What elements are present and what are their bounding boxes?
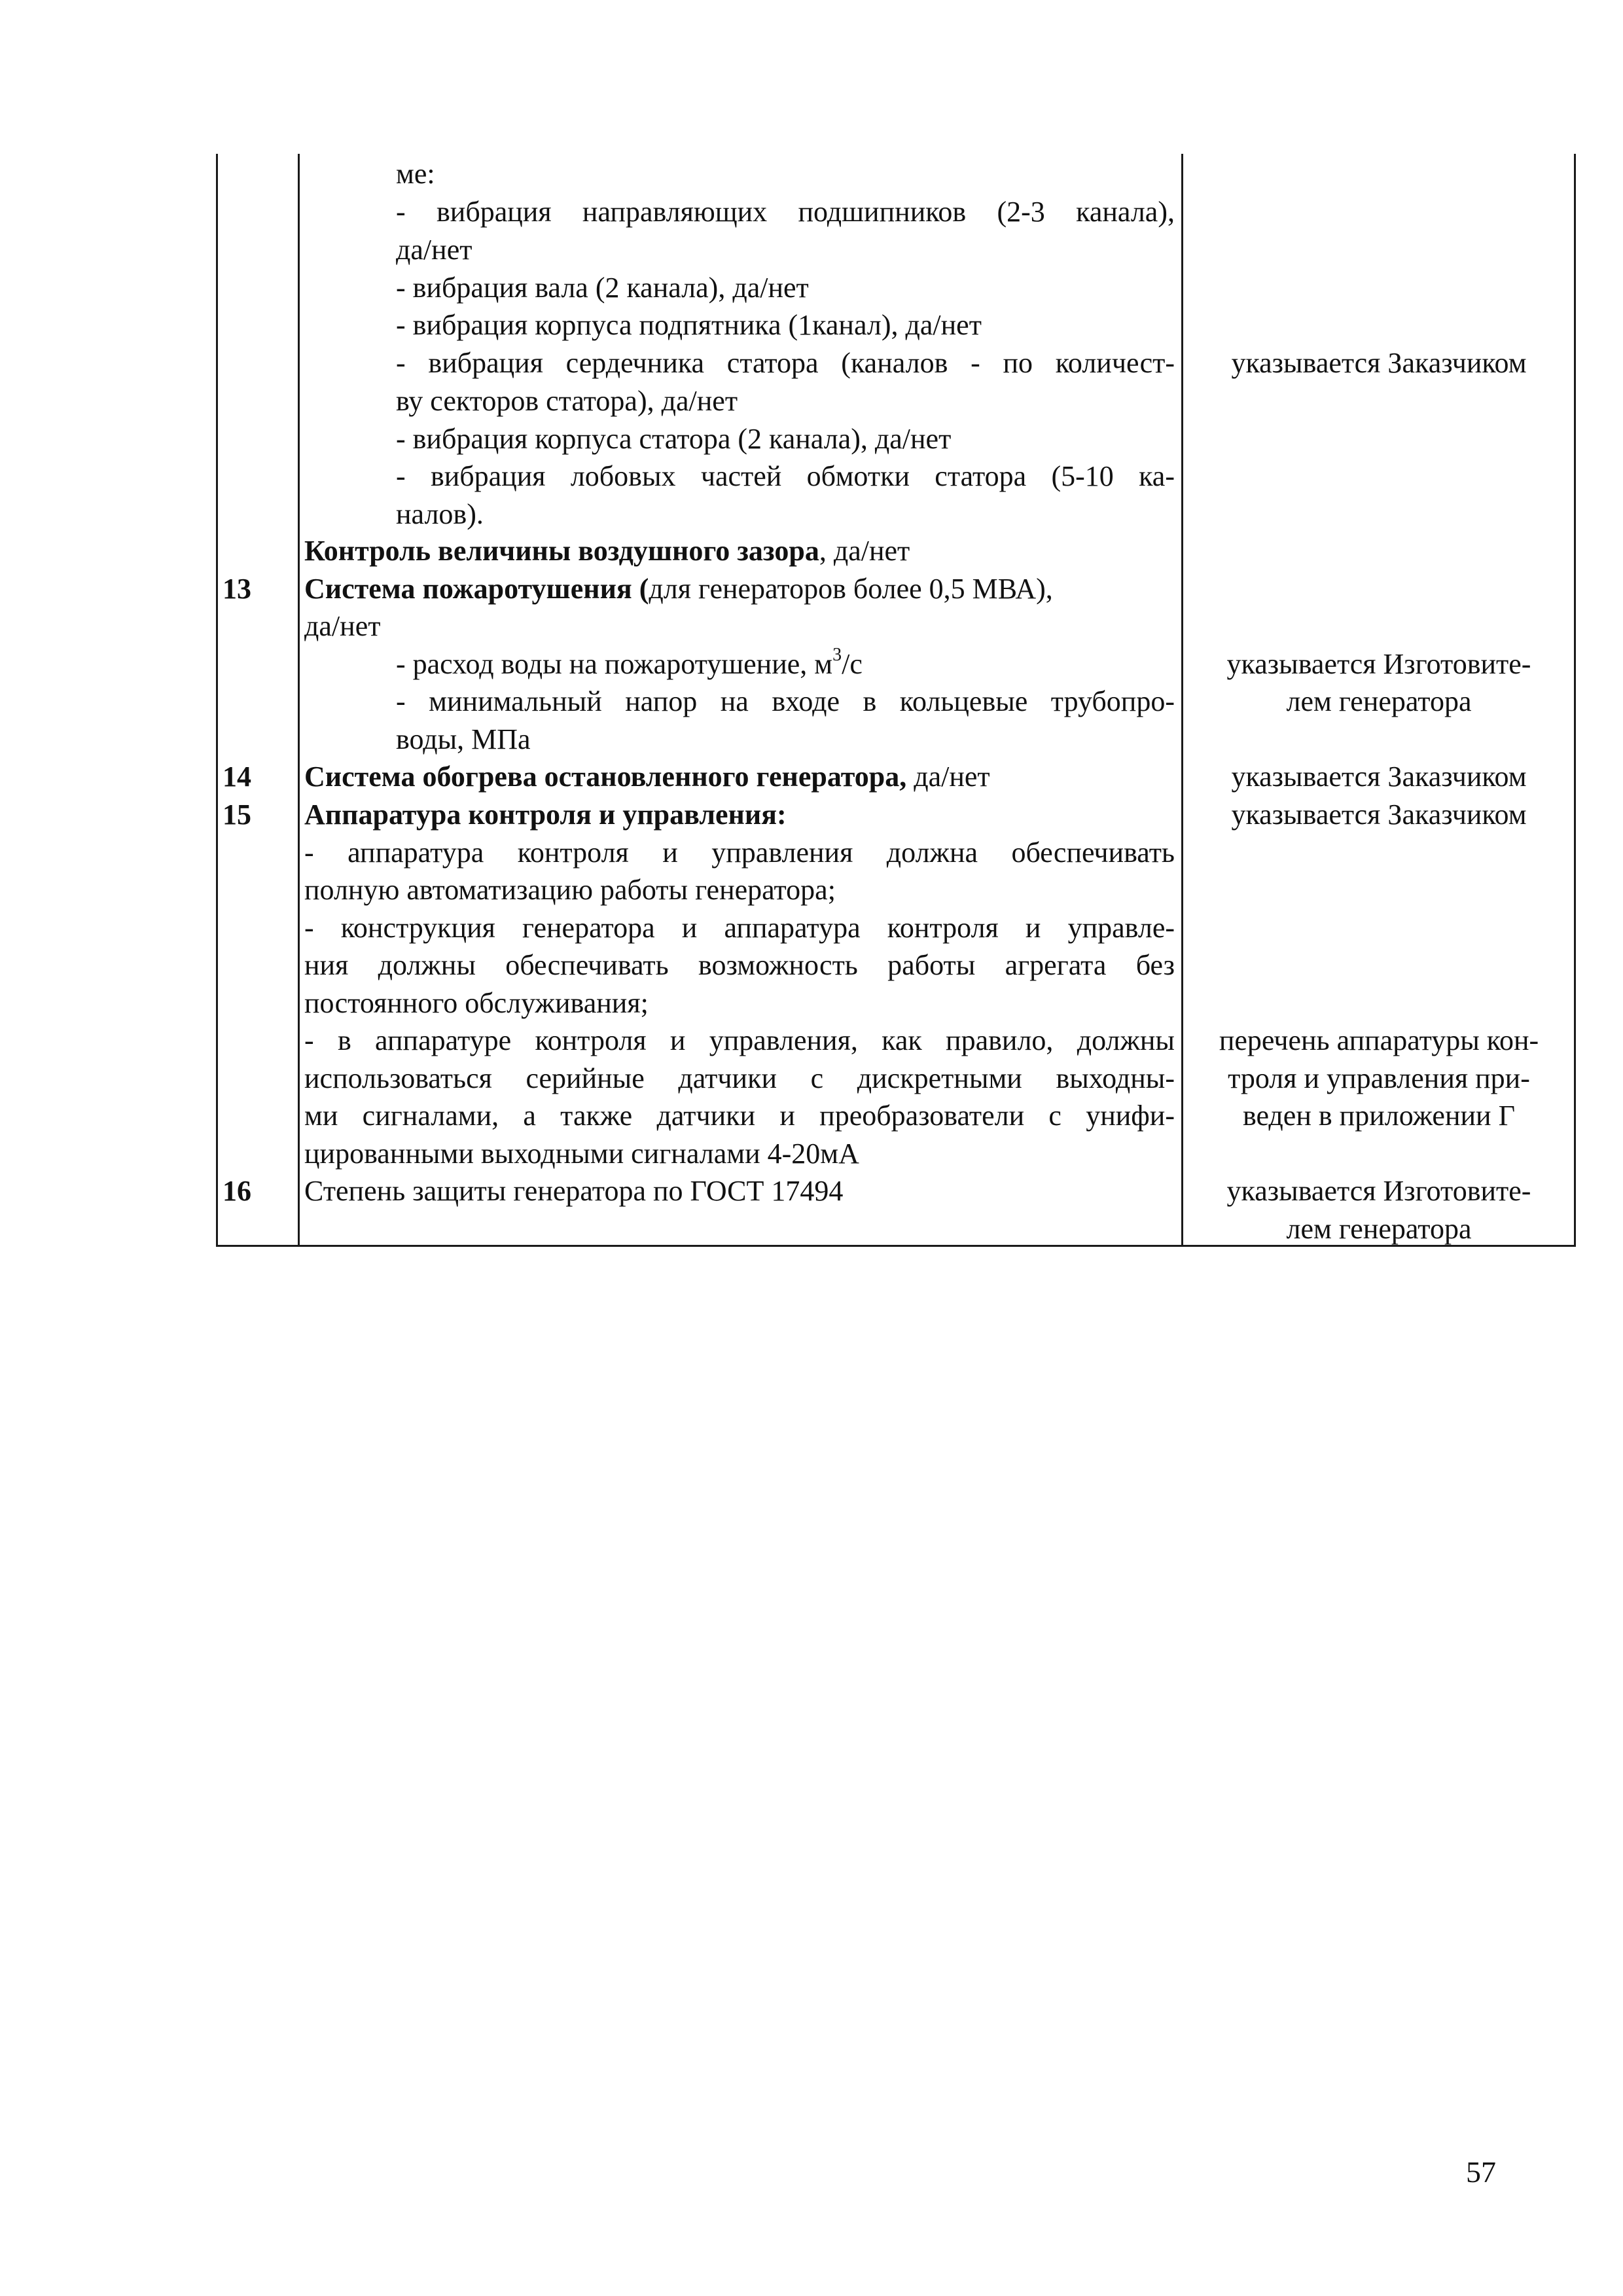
item-text: , да/нет <box>819 535 910 567</box>
item-heading: Система обогрева остановленного генератора, <box>304 761 907 793</box>
item-text: да/нет <box>906 761 990 793</box>
item-text: - конструкция генератора и аппаратура контроля и управле- <box>304 912 1175 944</box>
item-text: - вибрация вала (2 канала), да/нет <box>396 272 809 304</box>
item-text: - вибрация направляющих подшипников (2-3 канала), <box>396 196 1175 228</box>
item-text: - минимальный напор на входе в кольцевые трубопро- <box>396 685 1175 717</box>
item-text: - вибрация корпуса статора (2 канала), да/нет <box>396 423 952 455</box>
item-text: ме: <box>396 158 435 190</box>
row-number-16: 16 <box>223 1175 251 1207</box>
item-text: - аппаратура контроля и управления должна обеспечивать <box>304 836 1175 869</box>
superscript: 3 <box>832 645 842 666</box>
item-heating-system <box>304 758 990 796</box>
item-text: - вибрация лобовых частей обмотки статора (5-10 ка- <box>396 460 1175 492</box>
row-number-15: 15 <box>223 798 251 831</box>
responsible-party: указывается Изготовите- <box>1226 1175 1531 1207</box>
responsible-party: перечень аппаратуры кон- <box>1219 1024 1539 1056</box>
item-water-flow <box>396 645 863 683</box>
item-air-gap-control <box>304 532 910 570</box>
table-border-left <box>216 154 218 1247</box>
item-text: воды, МПа <box>396 723 531 755</box>
item-text: для генераторов более 0,5 МВА), <box>649 573 1053 605</box>
responsible-party: троля и управления при- <box>1228 1062 1530 1094</box>
table-col-divider-1 <box>298 154 300 1247</box>
table-border-right <box>1574 154 1576 1247</box>
item-text: - вибрация корпуса подпятника (1канал), да/нет <box>396 309 982 341</box>
responsible-party: указывается Заказчиком <box>1231 761 1527 793</box>
item-fire-suppression <box>304 570 1053 608</box>
responsible-party: указывается Заказчиком <box>1231 347 1527 379</box>
item-text: Степень защиты генератора по ГОСТ 17494 <box>304 1175 844 1207</box>
item-text: цированными выходными сигналами 4-20мА <box>304 1138 859 1170</box>
item-text: ми сигналами, а также датчики и преобразователи с унифи- <box>304 1100 1175 1132</box>
item-text: использоваться серийные датчики с дискретными выходны- <box>304 1062 1175 1094</box>
item-text: - расход воды на пожаротушение, м <box>396 648 833 680</box>
item-heading: Контроль величины воздушного зазора <box>304 535 819 567</box>
item-text: да/нет <box>304 610 381 642</box>
item-text: полную автоматизацию работы генератора; <box>304 874 836 906</box>
item-text: налов). <box>396 498 484 530</box>
page-number: 57 <box>1466 2155 1496 2189</box>
responsible-party: указывается Заказчиком <box>1231 798 1527 831</box>
responsible-party: веден в приложении Г <box>1242 1100 1516 1132</box>
table-col-divider-2 <box>1181 154 1183 1247</box>
responsible-party: лем генератора <box>1286 1213 1472 1245</box>
item-text: ния должны обеспечивать возможность работы агрегата без <box>304 949 1175 981</box>
item-text: да/нет <box>396 234 473 266</box>
row-number-13: 13 <box>223 573 251 605</box>
item-heading: Аппаратура контроля и управления: <box>304 798 787 831</box>
item-text: - вибрация сердечника статора (каналов - по количест- <box>396 347 1175 379</box>
responsible-party: лем генератора <box>1286 685 1472 717</box>
item-heading: Система пожаротушения ( <box>304 573 649 605</box>
item-text: постоянного обслуживания; <box>304 987 649 1019</box>
responsible-party: указывается Изготовите- <box>1226 648 1531 680</box>
item-text: ву секторов статора), да/нет <box>396 385 738 417</box>
item-text: /с <box>842 648 863 680</box>
item-text: - в аппаратуре контроля и управления, как правило, должны <box>304 1024 1175 1056</box>
row-number-14: 14 <box>223 761 251 793</box>
